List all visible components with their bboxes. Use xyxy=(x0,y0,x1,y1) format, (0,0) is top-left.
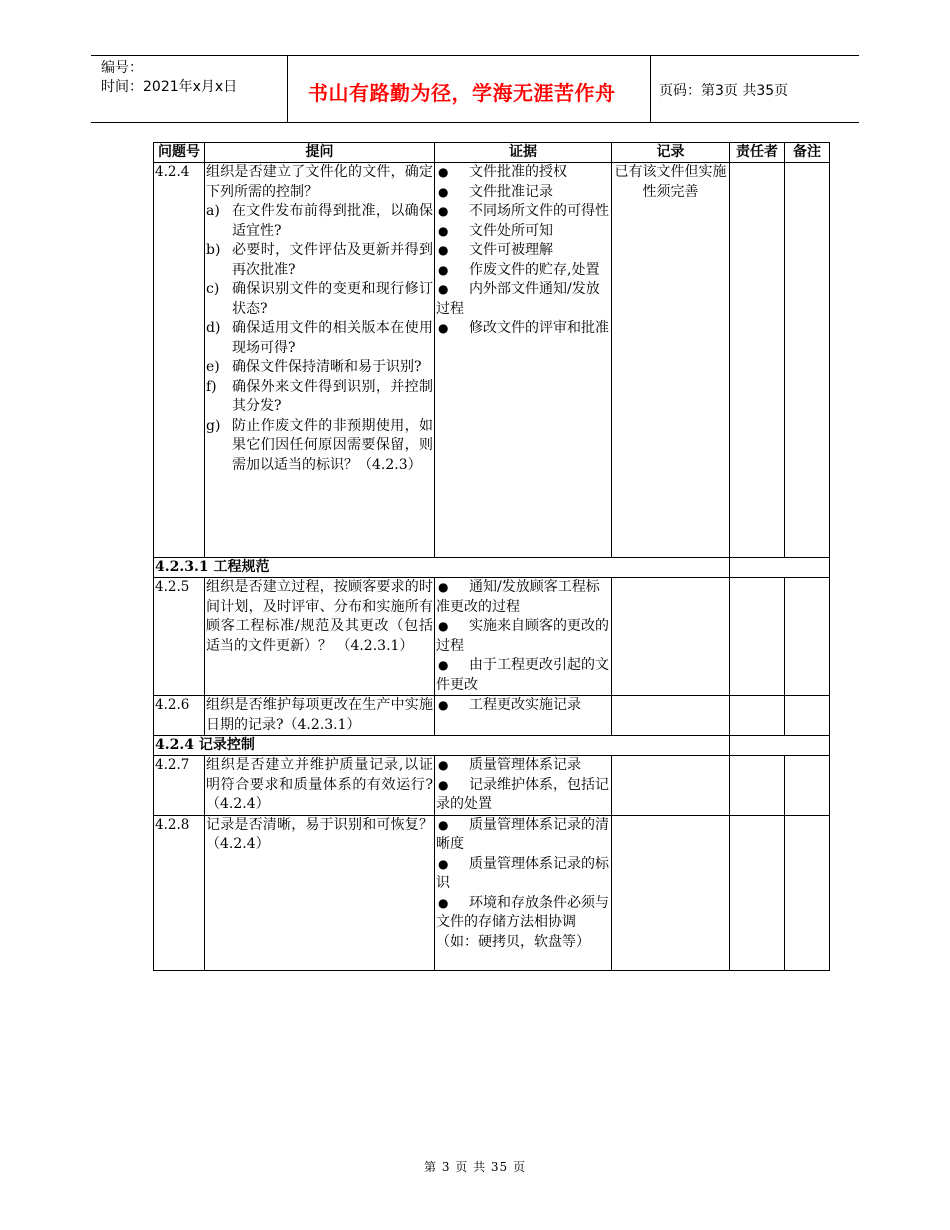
question-cell: 记录是否清晰，易于识别和可恢复？（4.2.4） xyxy=(205,815,435,970)
evidence-cell xyxy=(435,578,612,696)
remarks-cell xyxy=(785,815,830,970)
section-title: 4.2.3.1 工程规范 xyxy=(154,558,730,578)
evidence-item: ● 修改文件的评审和批准 xyxy=(436,319,610,339)
evidence-cell xyxy=(435,756,612,816)
responsible-cell xyxy=(730,696,785,736)
row-number: 4.2.5 xyxy=(154,578,205,696)
bullet-icon: ● xyxy=(438,262,449,277)
bullet-icon: ● xyxy=(438,658,449,672)
evidence-cell xyxy=(435,696,612,736)
remarks-cell xyxy=(785,578,830,696)
evidence-cell xyxy=(435,815,612,970)
header-motto-cell xyxy=(287,56,651,122)
table-row xyxy=(154,578,830,696)
sub-item: c) 确保识别文件的变更和现行修订状态? xyxy=(206,281,433,317)
evidence-item: ● 不同场所文件的可得性 xyxy=(436,202,610,222)
section-blank xyxy=(730,736,830,756)
record-cell: 已有该文件但实施性须完善 xyxy=(612,163,730,558)
page-header xyxy=(91,55,859,123)
remarks-cell xyxy=(785,756,830,816)
remarks-cell xyxy=(785,163,830,558)
bullet-icon: ● xyxy=(438,619,449,633)
table-header-row xyxy=(154,143,830,163)
question-intro: 组织是否建立了文件化的文件，确定下列所需的控制？ xyxy=(206,164,433,200)
col-header-remarks: 备注 xyxy=(785,143,830,163)
row-number: 4.2.6 xyxy=(154,696,205,736)
time-label: 时间：2021年x月x日 xyxy=(101,79,238,95)
table-row xyxy=(154,815,830,970)
bullet-icon: ● xyxy=(438,223,449,238)
evidence-item: ● 通知/发放顾客工程标准更改的过程 xyxy=(436,579,600,615)
bullet-icon: ● xyxy=(438,165,449,179)
record-cell xyxy=(612,815,730,970)
table-row xyxy=(154,696,830,736)
col-header-evidence: 证据 xyxy=(435,143,612,163)
sub-item: g) 防止作废文件的非预期使用，如果它们因任何原因需要保留，则需加以适当的标识？（4.2.3） xyxy=(206,417,433,473)
evidence-item: ● 工程更改实施记录 xyxy=(436,696,610,716)
col-header-question: 提问 xyxy=(205,143,435,163)
bullet-icon: ● xyxy=(438,856,449,871)
question-cell: 组织是否建立过程，按顾客要求的时间计划，及时评审、分布和实施所有顾客工程标准/规范及其更改（包括适当的文件更新）？ （4.2.3.1） xyxy=(205,578,435,696)
evidence-item: ● 记录维护体系，包括记录的处置 xyxy=(436,776,609,812)
sub-item: b) 必要时，文件评估及更新并得到再次批准? xyxy=(206,242,433,278)
audit-table xyxy=(153,142,830,971)
evidence-item: ● 文件处所可知 xyxy=(436,222,610,242)
section-blank xyxy=(730,558,830,578)
col-header-record: 记录 xyxy=(612,143,730,163)
header-page-info: 页码：第3页 共35页 xyxy=(659,83,789,99)
question-cell xyxy=(205,163,435,558)
sub-item: d) 确保适用文件的相关版本在使用现场可得? xyxy=(206,320,433,356)
section-row xyxy=(154,736,830,756)
evidence-item: ● 质量管理体系记录 xyxy=(436,756,610,776)
evidence-item: ● 由于工程更改引起的文件更改 xyxy=(436,657,609,693)
responsible-cell xyxy=(730,815,785,970)
bullet-icon: ● xyxy=(438,184,449,199)
page-footer: 第 3 页 共 35 页 xyxy=(424,1160,526,1174)
record-cell xyxy=(612,756,730,816)
section-title: 4.2.4 记录控制 xyxy=(154,736,730,756)
evidence-cell xyxy=(435,163,612,558)
responsible-cell xyxy=(730,163,785,558)
evidence-item: ● 文件批准的授权 xyxy=(436,163,610,183)
question-cell: 组织是否维护每项更改在生产中实施日期的记录?（4.2.3.1） xyxy=(205,696,435,736)
bullet-icon: ● xyxy=(438,243,449,257)
evidence-item: ● 内外部文件通知/发放过程 xyxy=(436,281,600,317)
sub-item: a) 在文件发布前得到批准，以确保适宜性? xyxy=(206,203,433,239)
bullet-icon: ● xyxy=(438,698,449,712)
evidence-item: ● 文件批准记录 xyxy=(436,183,610,203)
doc-number-label: 编号： xyxy=(101,60,143,76)
record-cell xyxy=(612,696,730,736)
section-row xyxy=(154,558,830,578)
remarks-cell xyxy=(785,696,830,736)
bullet-icon: ● xyxy=(438,282,449,296)
bullet-icon: ● xyxy=(438,895,449,910)
evidence-item: ● 作废文件的贮存,处置 xyxy=(436,261,610,281)
responsible-cell xyxy=(730,756,785,816)
sub-item: e) 确保文件保持清晰和易于识别? xyxy=(206,359,422,375)
sub-item: f) 确保外来文件得到识别，并控制其分发? xyxy=(206,378,433,414)
evidence-item: ● 文件可被理解 xyxy=(436,241,610,261)
row-number: 4.2.4 xyxy=(154,163,205,558)
responsible-cell xyxy=(730,578,785,696)
bullet-icon: ● xyxy=(438,580,449,594)
evidence-item: ● 质量管理体系记录的清晰度 xyxy=(436,816,609,852)
row-number: 4.2.8 xyxy=(154,815,205,970)
record-cell xyxy=(612,578,730,696)
bullet-icon: ● xyxy=(438,321,449,335)
bullet-icon: ● xyxy=(438,817,449,832)
evidence-item: ● 质量管理体系记录的标识 xyxy=(436,855,609,891)
table-row xyxy=(154,756,830,816)
col-header-number: 问题号 xyxy=(154,143,205,163)
motto-text: 书山有路勤为径，学海无涯苦作舟 xyxy=(308,81,616,105)
row-number: 4.2.7 xyxy=(154,756,205,816)
table-row xyxy=(154,163,830,558)
bullet-icon: ● xyxy=(438,777,449,792)
question-cell: 组织是否建立并维护质量记录,以证明符合要求和质量体系的有效运行?（4.2.4） xyxy=(205,756,435,816)
evidence-item: ● 实施来自顾客的更改的过程 xyxy=(436,618,609,654)
col-header-responsible: 责任者 xyxy=(730,143,785,163)
bullet-icon: ● xyxy=(438,204,449,218)
header-meta xyxy=(101,59,237,97)
evidence-item: ● 环境和存放条件必须与文件的存储方法相协调（如：硬拷贝，软盘等） xyxy=(436,894,609,950)
bullet-icon: ● xyxy=(438,758,449,772)
